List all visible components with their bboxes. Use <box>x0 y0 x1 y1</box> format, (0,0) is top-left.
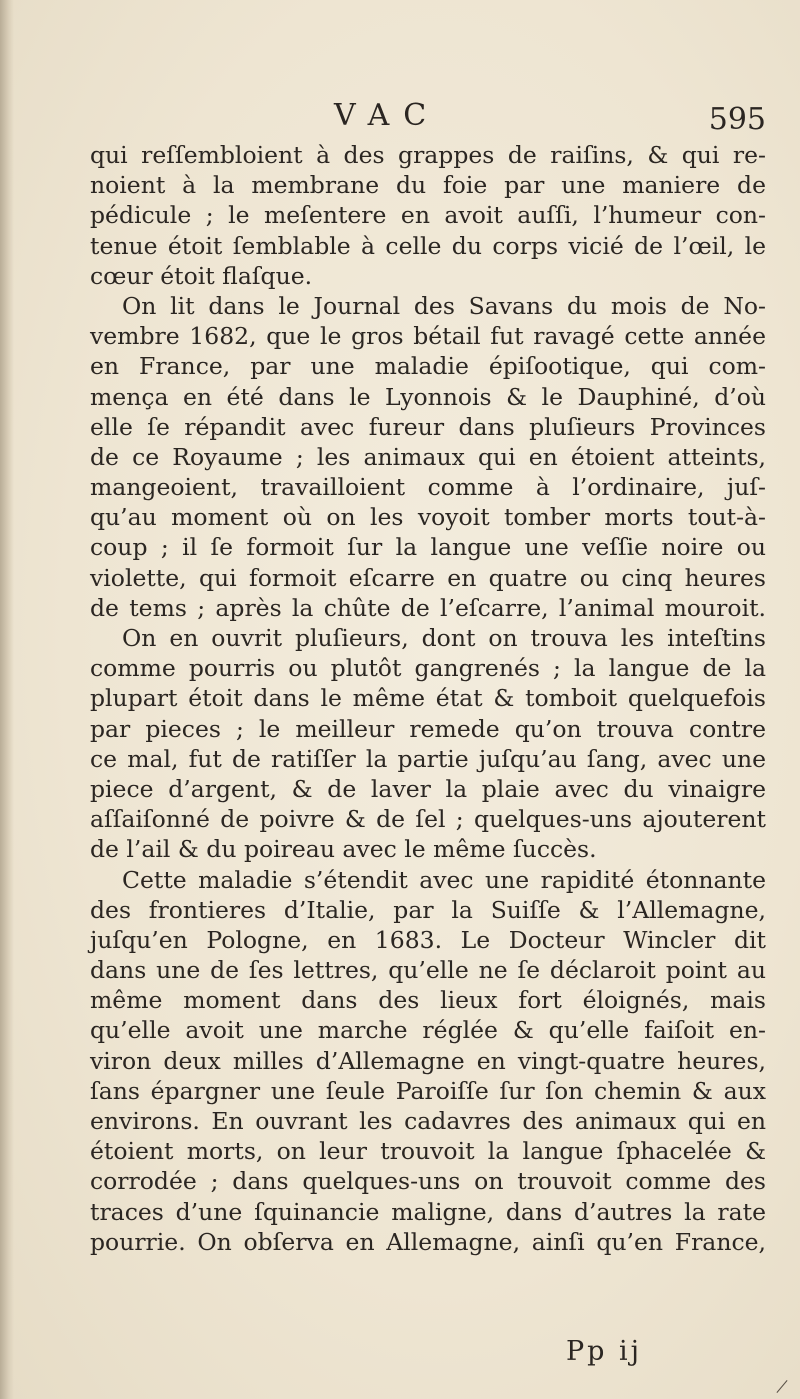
text-line: On en ouvrit pluſieurs, dont on trouva les inteſtins <box>122 624 766 652</box>
page-number: 595 <box>708 102 766 137</box>
text-line: vembre 1682, que le gros bétail fut ravagé cette année <box>90 322 766 351</box>
text-line: coup ; il ſe formoit ſur la langue une veſſie noire ou <box>90 533 766 562</box>
binding-gutter-shadow <box>0 0 14 1399</box>
text-line: de ce Royaume ; les animaux qui en étoient atteints, <box>90 442 766 471</box>
text-line: corrodée ; dans quelques-uns on trouvoit comme des <box>90 1167 766 1196</box>
running-title: VAC <box>334 98 441 133</box>
text-line: cœur étoit flaſque. <box>90 261 313 290</box>
text-line: par pieces ; le meilleur remede qu’on trouva contre <box>90 714 766 743</box>
text-line: ce mal, fut de ratiſſer la partie juſqu’au ſang, avec une <box>90 744 766 773</box>
text-line: violette, qui formoit eſcarre en quatre ou cinq heures <box>90 563 766 592</box>
text-line: des frontieres d’Italie, par la Suiſſe & l’Allemagne, <box>90 895 766 924</box>
page-header <box>88 96 768 140</box>
text-line: comme pourris ou plutôt gangrenés ; la langue de la <box>90 654 766 683</box>
text-line: mangeoient, travailloient comme à l’ordinaire, juſ- <box>90 473 766 502</box>
text-line: de tems ; après la chûte de l’eſcarre, l’animal mouroit. <box>90 593 766 622</box>
text-line: environs. En ouvrant les cadavres des animaux qui en <box>90 1107 766 1135</box>
signature-mark: Pp ij <box>566 1336 643 1367</box>
text-line: mença en été dans le Lyonnois & le Dauphiné, d’où <box>90 382 766 411</box>
text-line: noient à la membrane du foie par une maniere de <box>90 171 766 200</box>
text-line: ſans épargner une ſeule Paroiſſe ſur ſon chemin & aux <box>90 1076 766 1105</box>
text-line: même moment dans des lieux fort éloignés, mais <box>90 986 766 1015</box>
text-line: tenue étoit ſemblable à celle du corps vicié de l’œil, le <box>90 231 766 260</box>
corner-pencil-mark <box>776 1380 787 1393</box>
body-text <box>90 140 766 1257</box>
text-line: elle ſe répandit avec fureur dans pluſieurs Provinces <box>90 412 766 441</box>
text-line: en France, par une maladie épiſootique, qui com- <box>90 352 766 381</box>
text-line: piece d’argent, & de laver la plaie avec du vinaigre <box>90 774 766 803</box>
text-line: qu’elle avoit une marche réglée & qu’elle faiſoit en- <box>90 1016 766 1045</box>
text-line: qui reſſembloient à des grappes de raiſins, & qui re- <box>90 141 766 169</box>
text-line: pourrie. On obſerva en Allemagne, ainſi qu’en France, <box>90 1227 766 1256</box>
text-line: On lit dans le Journal des Savans du mois de No- <box>122 291 766 320</box>
text-line: viron deux milles d’Allemagne en vingt-quatre heures, <box>90 1046 766 1075</box>
text-line: dans une de ſes lettres, qu’elle ne ſe déclaroit point au <box>90 956 766 985</box>
text-line: Cette maladie s’étendit avec une rapidité étonnante <box>122 865 766 894</box>
text-line: juſqu’en Pologne, en 1683. Le Docteur Wincler dit <box>90 925 766 954</box>
text-line: qu’au moment où on les voyoit tomber morts tout-à- <box>90 503 766 532</box>
text-line: pédicule ; le meſentere en avoit auſſi, l’humeur con- <box>90 201 766 230</box>
text-line: de l’ail & du poireau avec le même ſuccès. <box>90 835 597 864</box>
text-line: étoient morts, on leur trouvoit la langue ſphacelée & <box>90 1137 766 1166</box>
text-line: plupart étoit dans le même état & tomboit quelquefois <box>90 684 766 713</box>
text-line: traces d’une ſquinancie maligne, dans d’autres la rate <box>90 1197 766 1226</box>
text-line: aſſaiſonné de poivre & de ſel ; quelques-uns ajouterent <box>90 805 766 834</box>
